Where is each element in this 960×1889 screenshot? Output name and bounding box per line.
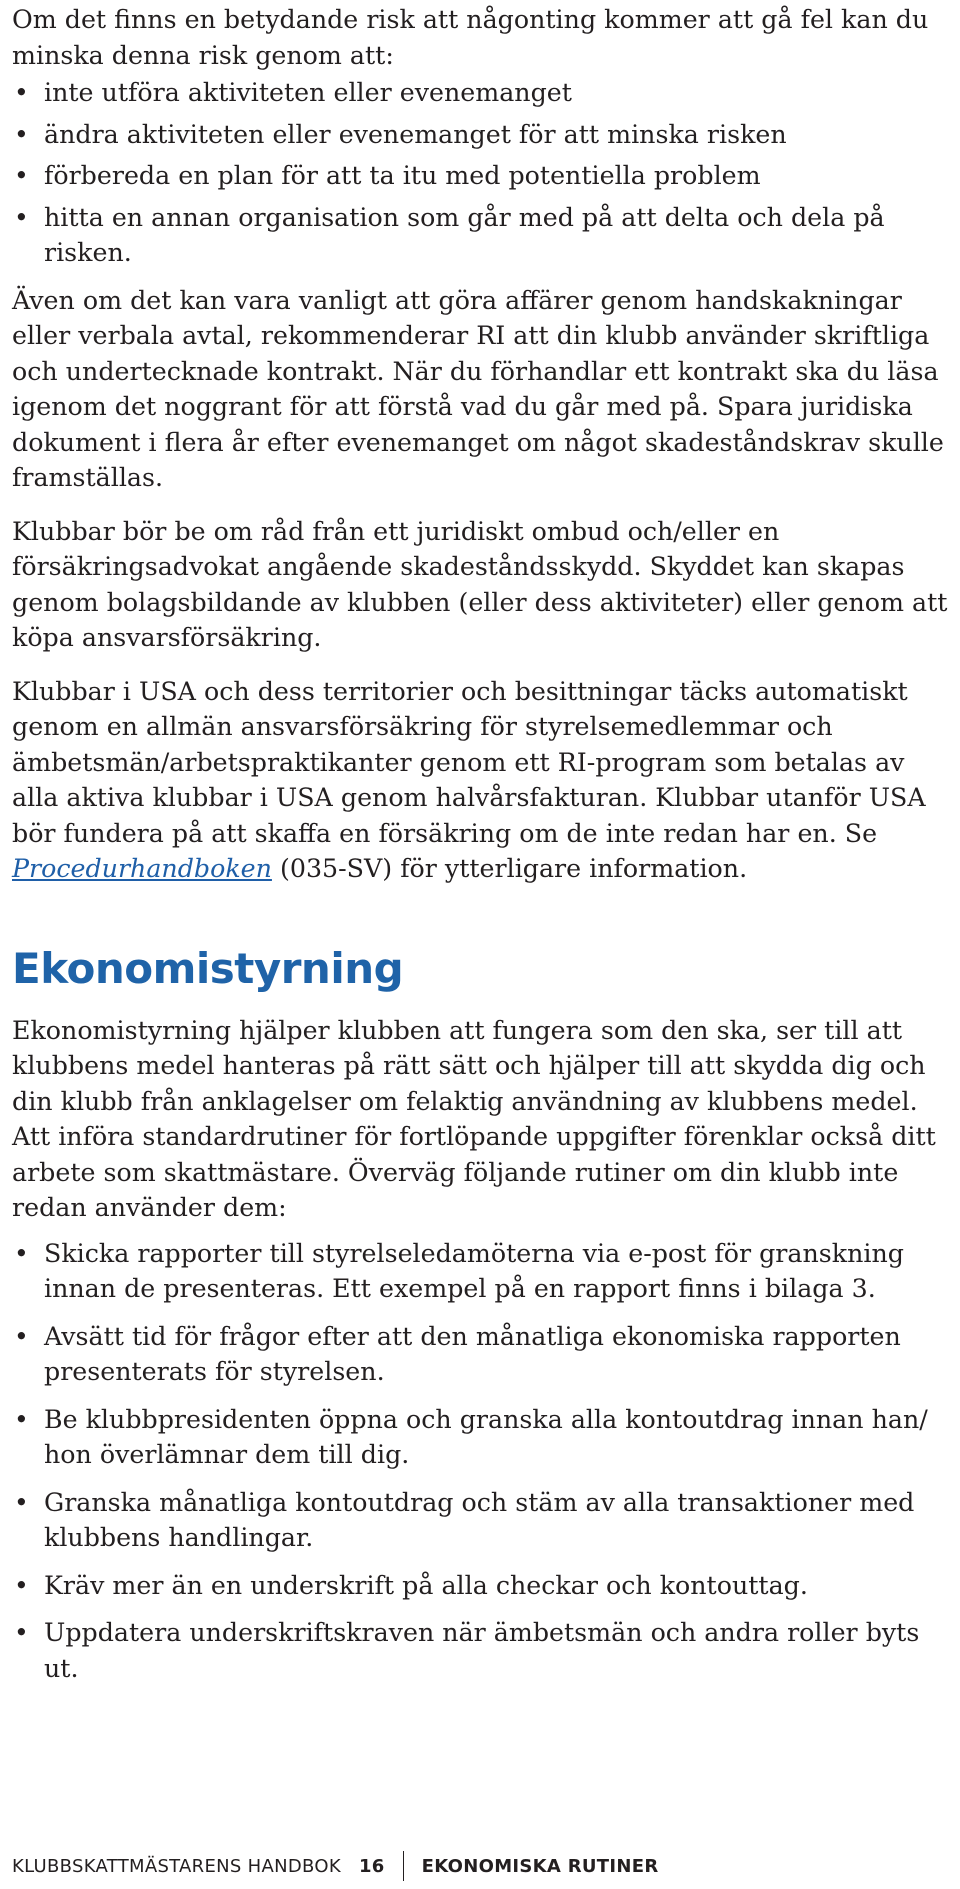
bullet-icon: •	[14, 161, 29, 190]
procedure-manual-link[interactable]: Procedurhandboken	[12, 854, 272, 883]
bullet-icon: •	[14, 202, 29, 232]
footer-section-title: EKONOMISKA RUTINER	[421, 1855, 659, 1877]
usa-insurance-paragraph: Klubbar i USA och dess territorier och besittningar täcks automatiskt genom en allmän ansvarsförsäkring för styrelsemedlemmar och ämbetsmän/arbetspraktikanter genom ett RI-program som betalas av alla aktiva klubbar i USA genom halvårsfakturan. Klubbar utanför USA bör fundera på att skaffa en försäkring om de inte redan har en. Se Procedurhandboken (035-SV) för ytterligare information.	[12, 676, 926, 883]
list-item: • Granska månatliga kontoutdrag och stäm av alla transaktioner med klubbens handlingar.	[12, 1485, 956, 1556]
section-intro-paragraph: Ekonomistyrning hjälper klubben att fungera som den ska, ser till att klubbens medel hanteras på rätt sätt och hjälper till att skydda dig och din klubb från anklagelser om felaktig användning av klubbens medel. Att införa standardrutiner för fortlöpande uppgifter förenklar också ditt arbete som skattmästare. Överväg följande rutiner om din klubb inte redan använder dem:	[12, 1015, 936, 1222]
page-content	[12, 0, 956, 1698]
footer-divider	[403, 1851, 404, 1881]
bullet-icon: •	[14, 119, 29, 149]
bullet-icon: •	[14, 1321, 29, 1351]
bullet-icon: •	[14, 1238, 29, 1268]
list-item: • Skicka rapporter till styrelseledamöterna via e-post för granskning innan de presenteras. Ett exempel på en rapport finns i bilaga 3.	[12, 1236, 956, 1307]
bullet-icon: •	[14, 1487, 29, 1517]
bullet-icon: •	[14, 1404, 29, 1434]
list-item: • Avsätt tid för frågor efter att den månatliga ekonomiska rapporten presenterats för styrelsen.	[12, 1319, 956, 1390]
contracts-paragraph: Även om det kan vara vanligt att göra affärer genom handskakningar eller verbala avtal, rekommenderar RI att din klubb använder skriftliga och undertecknade kontrakt. När du förhandlar ett kontrakt ska du läsa igenom det noggrant för att förstå vad du går med på. Spara juridiska dokument i flera år efter evenemanget om något skadeståndskrav skulle framställas.	[12, 285, 944, 492]
list-item: • förbereda en plan för att ta itu med potentiella problem	[12, 158, 956, 194]
bullet-icon: •	[14, 78, 29, 107]
risk-bullet-list	[12, 75, 956, 271]
risk-paragraph: Om det finns en betydande risk att någonting kommer att gå fel kan du minska denna risk genom att:	[12, 5, 929, 70]
legal-advice-paragraph: Klubbar bör be om råd från ett juridiskt ombud och/eller en försäkringsadvokat angående skadeståndsskydd. Skyddet kan skapas genom bolagsbildande av klubben (eller dess aktiviteter) eller genom att köpa ansvarsförsäkring.	[12, 516, 948, 652]
page-footer	[12, 1850, 659, 1882]
bullet-icon: •	[14, 1570, 29, 1600]
section-title: Ekonomistyrning	[12, 943, 404, 993]
list-item: • hitta en annan organisation som går med på att delta och dela på risken.	[12, 200, 956, 271]
list-item: • Be klubbpresidenten öppna och granska alla kontoutdrag innan han/ hon överlämnar dem till dig.	[12, 1402, 956, 1473]
list-item: • inte utföra aktiviteten eller evenemanget	[12, 75, 956, 111]
list-item: • Kräv mer än en underskrift på alla checkar och kontouttag.	[12, 1568, 956, 1604]
list-item: • Uppdatera underskriftskraven när ämbetsmän och andra roller byts ut.	[12, 1615, 956, 1686]
bullet-icon: •	[14, 1618, 29, 1647]
footer-book-title: KLUBBSKATTMÄSTARENS HANDBOK	[12, 1855, 341, 1877]
footer-page-number: 16	[358, 1855, 385, 1877]
routines-bullet-list	[12, 1236, 956, 1687]
list-item: • ändra aktiviteten eller evenemanget för att minska risken	[12, 117, 956, 153]
